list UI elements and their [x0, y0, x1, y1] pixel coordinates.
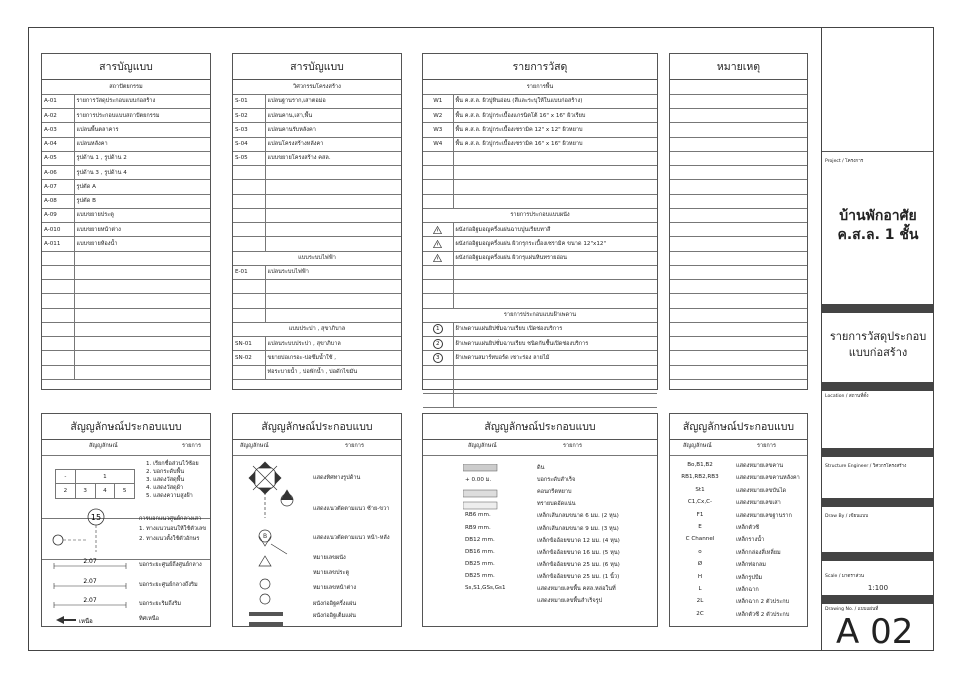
table-row: A-05 รูปด้าน 1 , รูปด้าน 2 [42, 151, 210, 165]
table-row: A-011 แบบขยายห้องน้ำ [42, 237, 210, 251]
table-row: ท่อระบายน้ำ , บ่อพักน้ำ , บ่อดักไขมัน [233, 365, 401, 379]
symbol-desc: แสดงแนวตัดตามแนว หน้า-หลัง [313, 535, 390, 541]
table-row [423, 365, 657, 379]
table-row: แบบระบบไฟฟ้า [233, 251, 401, 265]
symbol-code: E [698, 524, 702, 530]
symbol-desc: แสดงหมายเลขคานหลังคา [736, 475, 800, 482]
panel-title: สัญญลักษณ์ประกอบแบบ [670, 414, 807, 440]
title-block [821, 27, 934, 651]
col-symbol: สัญญลักษณ์ [240, 443, 269, 449]
symbol-desc: เหล็กตัวซี [736, 525, 759, 531]
symbol-code: 2L [696, 598, 704, 605]
symbol-desc: เหล็กกล่องสี่เหลี่ยม [736, 549, 781, 556]
symbol-desc: เหล็กเส้นกลมขนาด 6 มม. (2 หุน) [537, 513, 619, 520]
table-row: รายการประกอบแบบฝ้าเพดาน [423, 308, 657, 322]
table-row: SN-02 ขยายบ่อเกรอะ-บ่อซึมน้ำใช้ , [233, 351, 401, 365]
symbol-desc: เหล็กข้ออ้อยขนาด 16 มม. (5 หุน) [537, 549, 620, 556]
table-row [42, 251, 210, 265]
table-row: A-010 แบบขยายหน้าต่าง [42, 223, 210, 237]
symbol-code: RB9 mm. [465, 524, 491, 531]
symbol-desc: ดิน [537, 465, 545, 471]
table-row [42, 265, 210, 279]
symbol-desc: เหล็กข้ออ้อยขนาด 25 มม. (1 นิ้ว) [537, 573, 620, 580]
index-architecture-panel [41, 53, 211, 390]
symbol-code: L [698, 586, 702, 592]
table-row [670, 308, 807, 322]
table-row: S-01 แปลนฐานราก,เสาตอม่อ [233, 94, 401, 108]
table-row [670, 109, 807, 123]
table-row [233, 280, 401, 294]
symbol-desc: แสดงทิศทางรูปด้าน [313, 475, 361, 481]
table-row: 1 ฝ้าเพดานแผ่นยิปซั่มฉาบเรียบ เปิดช่องบริการ [423, 322, 657, 336]
col-symbol: สัญญลักษณ์ [89, 443, 118, 449]
panel-title: สัญญลักษณ์ประกอบแบบ [233, 414, 401, 440]
symbol-code: DB25 mm. [465, 572, 495, 579]
table-row [42, 365, 210, 379]
table-row [423, 151, 657, 165]
symbol-desc: แสดงหมายเลขพื้นสำเร็จรูป [537, 598, 603, 605]
table-row [670, 223, 807, 237]
symbol-desc: หมายเลขหน้าต่าง [313, 585, 357, 591]
table-row [670, 280, 807, 294]
engineer-label: Structure Engineer / วิศวกรโครงสร้าง [825, 464, 907, 469]
symbol-code: F1 [696, 511, 704, 518]
table-row [670, 151, 807, 165]
symbol-desc: แสดงหมายเลขคาน [736, 463, 784, 469]
col-desc: รายการ [563, 443, 582, 449]
drawing-number: A 02 [836, 612, 914, 652]
symbol-code: 2C [696, 610, 704, 617]
symbol-code: + 0.00 ม. [465, 477, 492, 484]
col-symbol: สัญญลักษณ์ [468, 443, 497, 449]
symbol-panel-4 [669, 413, 808, 627]
panel-title: หมายเหตุ [670, 54, 807, 80]
symbol-panel-1 [41, 413, 211, 627]
dim-label: บอกระยะริมถึงริม [139, 601, 182, 607]
symbol-desc: เหล็กเส้นกลมขนาด 9 มม. (3 หุน) [537, 525, 619, 532]
symbol-code: Ss,S1,GSs,Gs1 [465, 585, 506, 591]
index-structure-panel [232, 53, 402, 390]
symbol-desc: เหล็กท่อกลม [736, 562, 766, 569]
symbol-desc: แสดงหมายเลขบันได [736, 487, 787, 494]
material-panel [422, 53, 658, 390]
symbol-desc: เหล็กข้ออ้อยขนาด 12 มม. (4 หุน) [537, 537, 620, 544]
grid-bubble-icon [48, 506, 118, 556]
svg-text:เหนือ: เหนือ [79, 618, 93, 625]
table-row [233, 294, 401, 308]
svg-text:2.07: 2.07 [83, 558, 97, 565]
table-row: W2 พื้น ค.ส.ล. ผิวปูกระเบื้องแกรนิตโต้ 16" x 16" ผิวเรียบ [423, 109, 657, 123]
sheet-title: รายการวัสดุประกอบ แบบก่อสร้าง [829, 330, 927, 359]
hatch-symbols [463, 464, 503, 514]
col-symbol: สัญญลักษณ์ [683, 443, 712, 449]
table-row: สถาปัตยกรรม [42, 80, 210, 94]
table-row [670, 208, 807, 222]
table-row: W3 พื้น ค.ส.ล. ผิวปูกระเบื้องเซรามิค 12" x 12" ผิวหยาบ [423, 123, 657, 137]
table-row [423, 265, 657, 279]
panel-title: รายการวัสดุ [423, 54, 657, 80]
table-row [670, 294, 807, 308]
material-table [423, 80, 657, 408]
table-row: A-01 รายการวัสดุประกอบแบบก่อสร้าง [42, 94, 210, 108]
symbol-desc: เหล็กตัวซี 2 ตัวประกบ [736, 611, 790, 618]
svg-text:B: B [262, 533, 268, 540]
table-row [670, 194, 807, 208]
table-row: W1 พื้น ค.ส.ล. ผิวปูหินอ่อน (สีและระบุให้ในแบบก่อสร้าง) [423, 94, 657, 108]
symbol-code: RB1,RB2,RB3 [681, 474, 719, 481]
table-row: A-03 แปลนพื้นตลาคาร [42, 123, 210, 137]
table-row [42, 308, 210, 322]
table-row [670, 265, 807, 279]
table-row: 2 ฝ้าเพดานแผ่นยิปซั่มฉาบเรียบ ชนิดกันชื้นเปิดช่องบริการ [423, 337, 657, 351]
table-row [670, 237, 807, 251]
symbol-code: C1,Cx,C- [687, 499, 713, 506]
symbol-code: H [697, 573, 703, 580]
table-row: E-01 แปลนระบบไฟฟ้า [233, 265, 401, 279]
table-row [423, 379, 657, 393]
scale-label: Scale / มาตราส่วน [825, 574, 864, 579]
table-row [423, 280, 657, 294]
table-row [423, 394, 657, 408]
room-tag-list: 1. เรียกชื่อส่วนไว้ซ้อย 2. บอกระดับพื้น 3. แสดงวัสดุพื้น 4. แสดงวัสดุผ้า 5. แสดงความสูงฝ้า [146, 461, 199, 499]
table-row [670, 94, 807, 108]
table-row: S-03 แปลนคานรับหลังคา [233, 123, 401, 137]
symbol-desc: ทรายบดอัดแน่น [537, 501, 576, 508]
room-tag-grid: - 1 2 3 4 5 [55, 469, 135, 499]
dim-label: บอกระยะศูนย์กลางถึงริม [139, 582, 198, 588]
symbol-desc: เหล็กรางน้ำ [736, 537, 765, 544]
table-row [42, 322, 210, 336]
warning-icon [433, 226, 442, 234]
table-row [670, 351, 807, 365]
table-row [670, 166, 807, 180]
table-row [42, 337, 210, 351]
table-row: รายการพื้น [423, 80, 657, 94]
table-row [670, 180, 807, 194]
table-row: 3 ฝ้าเพดานสมาร์ทบอร์ด เซาะร่อง ลายไม้ [423, 351, 657, 365]
table-row: แบบประปา , สุขาภิบาล [233, 322, 401, 336]
table-row [670, 80, 807, 94]
svg-text:2.07: 2.07 [83, 578, 97, 585]
symbol-panel-3 [422, 413, 658, 627]
drawby-label: Draw By / เขียนแบบ [825, 514, 869, 519]
table-row [423, 294, 657, 308]
north-label: ทิศเหนือ [139, 616, 160, 622]
symbol-desc: แสดงหมายเลขพื้น คสล.หล่อในที่ [537, 586, 616, 592]
remark-table [670, 80, 807, 380]
table-row [233, 223, 401, 237]
section-symbols [239, 458, 311, 626]
table-row: S-02 แปลนคาน,เสา,พื้น [233, 109, 401, 123]
table-row: S-05 แบบขยายโครงสร้าง คสล. [233, 151, 401, 165]
table-row: ผนังก่ออิฐมอญครึ่งแผ่น ผิวกรุแผ่นหินทรายอ่อน [423, 251, 657, 265]
table-row [233, 166, 401, 180]
project-name: บ้านพักอาศัย ค.ส.ล. 1 ชั้น [837, 208, 919, 243]
symbol-desc: เหล็กฉาก 2 ตัวประกบ [736, 599, 790, 606]
table-row [423, 194, 657, 208]
table-row [233, 237, 401, 251]
table-row: W4 พื้น ค.ส.ล. ผิวปูกระเบื้องเซรามิค 16" x 16" ผิวหยาบ [423, 137, 657, 151]
symbol-desc: แสดงแนวตัดตามแนว ซ้าย-ขวา [313, 506, 390, 512]
project-label: Project / โครงการ [825, 159, 864, 164]
symbol-desc: บอกระดับสำเร็จ [537, 477, 576, 484]
col-desc: รายการ [345, 443, 364, 449]
symbol-code: Ø [697, 561, 703, 568]
ceiling-tag: 3 [433, 353, 443, 363]
table-row [670, 365, 807, 379]
panel-title: สัญญลักษณ์ประกอบแบบ [423, 414, 657, 440]
table-row: วิศวกรรมโครงสร้าง [233, 80, 401, 94]
table-row [670, 251, 807, 265]
table-row: A-08 รูปตัด B [42, 194, 210, 208]
grid-list: การบอกแนวศูนย์กลางเสา 1. ทางแนวนอนให้ใช้ตัวเลข 2. ทางแนวตั้งใช้ตัวอักษร [139, 516, 207, 542]
symbol-code: o [698, 548, 702, 555]
symbol-desc: เหล็กรูปบีม [736, 574, 763, 581]
table-row [233, 180, 401, 194]
location-label: Location / สถานที่ตั้ง [825, 394, 869, 399]
table-row [42, 294, 210, 308]
scale-value: 1:100 [867, 584, 889, 592]
symbol-code: DB16 mm. [465, 548, 495, 555]
symbol-desc: ผนังก่ออิฐครึ่งแผ่น [313, 601, 357, 607]
symbol-code: RB6 mm. [465, 512, 491, 519]
table-row [423, 166, 657, 180]
symbol-code: DB12 mm. [465, 536, 495, 543]
table-row: ผนังก่ออิฐมอญครึ่งแผ่นฉาบปูนเรียบทาสี [423, 223, 657, 237]
dimension-icons [50, 556, 130, 626]
symbol-code: St1 [695, 486, 705, 493]
table-row: A-09 แบบขยายประตู [42, 208, 210, 222]
table-row: SN-01 แปลนระบบประปา , สุขาภิบาล [233, 337, 401, 351]
table-row: A-04 แปลนหลังคา [42, 137, 210, 151]
symbol-desc: แสดงหมายเลขฐานราก [736, 512, 792, 519]
symbol-desc: คอนกรีตหยาบ [537, 489, 572, 496]
table-row [423, 180, 657, 194]
table-row [42, 351, 210, 365]
dim-label: บอกระยะศูนย์ถึงศูนย์กลาง [139, 562, 202, 568]
index-table [42, 80, 210, 380]
table-row: S-04 แปลนโครงสร้างหลังคา [233, 137, 401, 151]
symbol-desc: หมายเลขประตู [313, 570, 350, 576]
panel-title: สารบัญแบบ [233, 54, 401, 80]
ceiling-tag: 2 [433, 339, 443, 349]
svg-text:2.07: 2.07 [83, 597, 97, 604]
index-table [233, 80, 401, 380]
symbol-panel-2 [232, 413, 402, 627]
warning-icon [433, 254, 442, 262]
table-row: A-07 รูปตัด A [42, 180, 210, 194]
symbol-code: C Channel [685, 536, 715, 543]
panel-title: สัญญลักษณ์ประกอบแบบ [42, 414, 210, 440]
table-row [670, 137, 807, 151]
drawno-label: Drawing No. / แบบแผ่นที่ [825, 607, 879, 612]
table-row: A-02 รายการประกอบแบบสถาปัตยกรรม [42, 109, 210, 123]
table-row: รายการประกอบแบบผนัง [423, 208, 657, 222]
symbol-code: Bo,B1,B2 [687, 462, 713, 468]
remark-panel [669, 53, 808, 390]
table-row [233, 308, 401, 322]
symbol-desc: เหล็กฉาก [736, 587, 759, 593]
table-row [670, 123, 807, 137]
grid-number: 15 [90, 513, 102, 522]
symbol-code: DB25 mm. [465, 560, 495, 567]
table-row [233, 194, 401, 208]
warning-icon [433, 240, 442, 248]
symbol-desc: หมายเลขผนัง [313, 555, 346, 561]
table-row: A-06 รูปด้าน 3 , รูปด้าน 4 [42, 166, 210, 180]
col-desc: รายการ [757, 443, 776, 449]
table-row [42, 280, 210, 294]
symbol-desc: เหล็กข้ออ้อยขนาด 25 มม. (6 หุน) [537, 561, 620, 568]
symbol-desc: ผนังก่ออิฐเต็มแผ่น [313, 613, 356, 619]
col-desc: รายการ [182, 443, 201, 449]
symbol-desc: แสดงหมายเลขเสา [736, 500, 781, 507]
ceiling-tag: 1 [433, 324, 443, 334]
table-row [233, 208, 401, 222]
panel-title: สารบัญแบบ [42, 54, 210, 80]
table-row [670, 322, 807, 336]
table-row: ผนังก่ออิฐมอญครึ่งแผ่น ผิวกรุกระเบื้องเซรามิค ขนาด 12"x12" [423, 237, 657, 251]
table-row [670, 337, 807, 351]
